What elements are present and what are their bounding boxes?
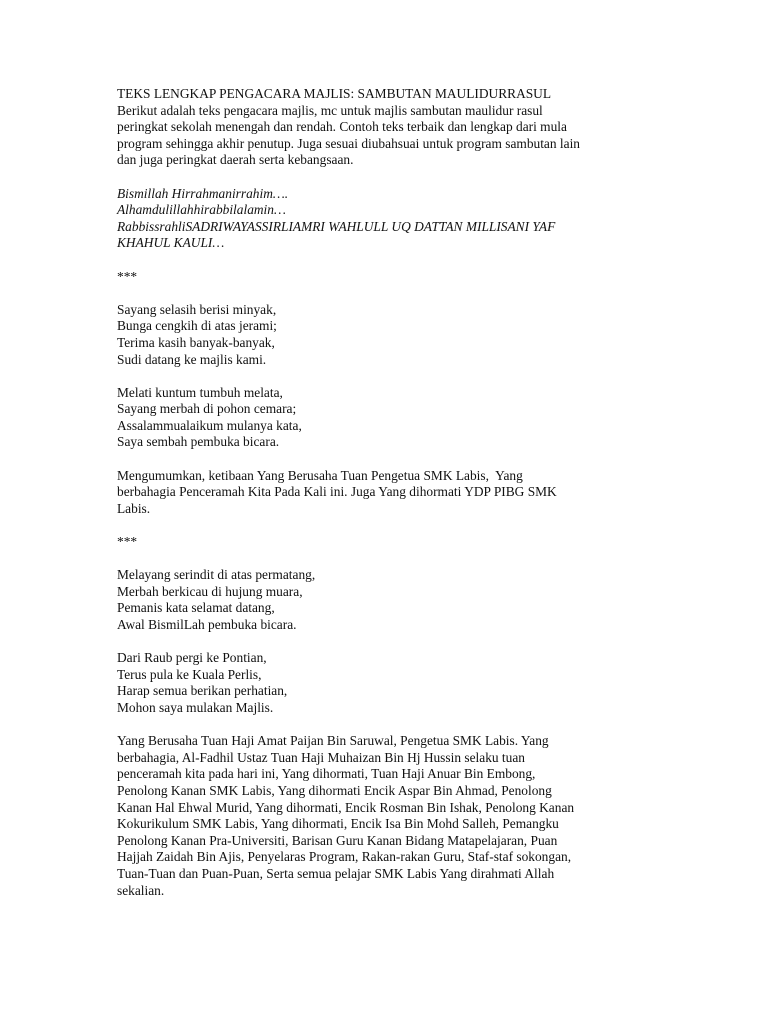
paragraph-gap [117,517,657,534]
announcement-paragraph [117,468,657,518]
intro-line: Berikut adalah teks pengacara majlis, mc untuk majlis sambutan maulidur rasul [117,102,543,118]
announcement-line: Mengumumkan, ketibaan Yang Berusaha Tuan Pengetua SMK Labis, Yang [117,467,523,483]
paragraph-gap [117,551,657,568]
section-separator: *** [117,268,138,284]
paragraph-gap [117,717,657,734]
pantun-line: Terus pula ke Kuala Perlis, [117,666,262,682]
salutation-line: Kanan Hal Ehwal Murid, Yang dihormati, Encik Rosman Bin Ishak, Penolong Kanan [117,799,575,815]
pantun-stanza [117,385,657,451]
pantun-stanza [117,302,657,368]
salutation-line: Kokurikulum SMK Labis, Yang dihormati, Encik Isa Bin Mohd Salleh, Pemangku [117,816,559,832]
pantun-line: Melati kuntum tumbuh melata, [117,384,283,400]
pantun-line: Melayang serindit di atas permatang, [117,567,316,583]
pantun-stanza [117,567,657,633]
document-title: TEKS LENGKAP PENGACARA MAJLIS: SAMBUTAN MAULIDURRASUL [117,86,552,101]
prayer-line: Bismillah Hirrahmanirrahim…. [117,185,289,201]
opening-prayer [117,186,657,252]
pantun-line: Pemanis kata selamat datang, [117,600,275,616]
announcement-line: Labis. [117,500,151,516]
pantun-line: Dari Raub pergi ke Pontian, [117,650,267,666]
pantun-line: Mohon saya mulakan Majlis. [117,699,274,715]
intro-line: peringkat sekolah menengah dan rendah. Contoh teks terbaik dan lengkap dari mula [117,119,567,135]
pantun-line: Awal BismilLah pembuka bicara. [117,617,297,632]
paragraph-gap [117,451,657,468]
paragraph-gap [117,634,657,651]
pantun-line: Terima kasih banyak-banyak, [117,334,275,350]
title-block [117,86,657,103]
document-body [117,86,657,899]
prayer-line: RabbissrahliSADRIWAYASSIRLIAMRI WAHLULL UQ DATTAN MILLISANI YAF [117,218,556,234]
prayer-line: Alhamdulillahhirabbilalamin… [117,202,286,218]
pantun-line: Sayang merbah di pohon cemara; [117,401,297,417]
pantun-line: Merbah berkicau di hujung muara, [117,583,303,599]
announcement-line: berbahagia Penceramah Kita Pada Kali ini. Juga Yang dihormati YDP PIBG SMK [117,484,557,500]
paragraph-gap [117,169,657,186]
paragraph-gap [117,252,657,269]
section-separator: *** [117,534,138,550]
intro-line: program sehingga akhir penutup. Juga sesuai diubahsuai untuk program sambutan lain [117,135,580,151]
salutation-paragraph [117,733,657,899]
pantun-line: Bunga cengkih di atas jerami; [117,318,277,334]
salutation-line: Yang Berusaha Tuan Haji Amat Paijan Bin Saruwal, Pengetua SMK Labis. Yang [117,733,549,749]
salutation-line: sekalian. [117,882,165,898]
salutation-line: Penolong Kanan Pra-Universiti, Barisan Guru Kanan Bidang Matapelajaran, Puan [117,832,558,848]
pantun-line: Assalammualaikum mulanya kata, [117,417,302,433]
paragraph-gap [117,285,657,302]
salutation-line: Penolong Kanan SMK Labis, Yang dihormati Encik Aspar Bin Ahmad, Penolong [117,782,552,798]
pantun-line: Harap semua berikan perhatian, [117,683,288,699]
intro-line: dan juga peringkat daerah serta kebangsaan. [117,152,354,168]
prayer-line: KHAHUL KAULI… [117,235,225,251]
pantun-line: Saya sembah pembuka bicara. [117,434,280,450]
pantun-line: Sudi datang ke majlis kami. [117,351,267,367]
salutation-line: berbahagia, Al-Fadhil Ustaz Tuan Haji Muhaizan Bin Hj Hussin selaku tuan [117,749,525,765]
salutation-line: Tuan-Tuan dan Puan-Puan, Serta semua pelajar SMK Labis Yang dirahmati Allah [117,865,555,881]
intro-paragraph [117,103,657,169]
salutation-line: penceramah kita pada hari ini, Yang dihormati, Tuan Haji Anuar Bin Embong, [117,766,536,782]
paragraph-gap [117,368,657,385]
pantun-stanza [117,650,657,716]
pantun-line: Sayang selasih berisi minyak, [117,301,277,317]
salutation-line: Hajjah Zaidah Bin Ajis, Penyelaras Program, Rakan-rakan Guru, Staf-staf sokongan, [117,849,572,865]
